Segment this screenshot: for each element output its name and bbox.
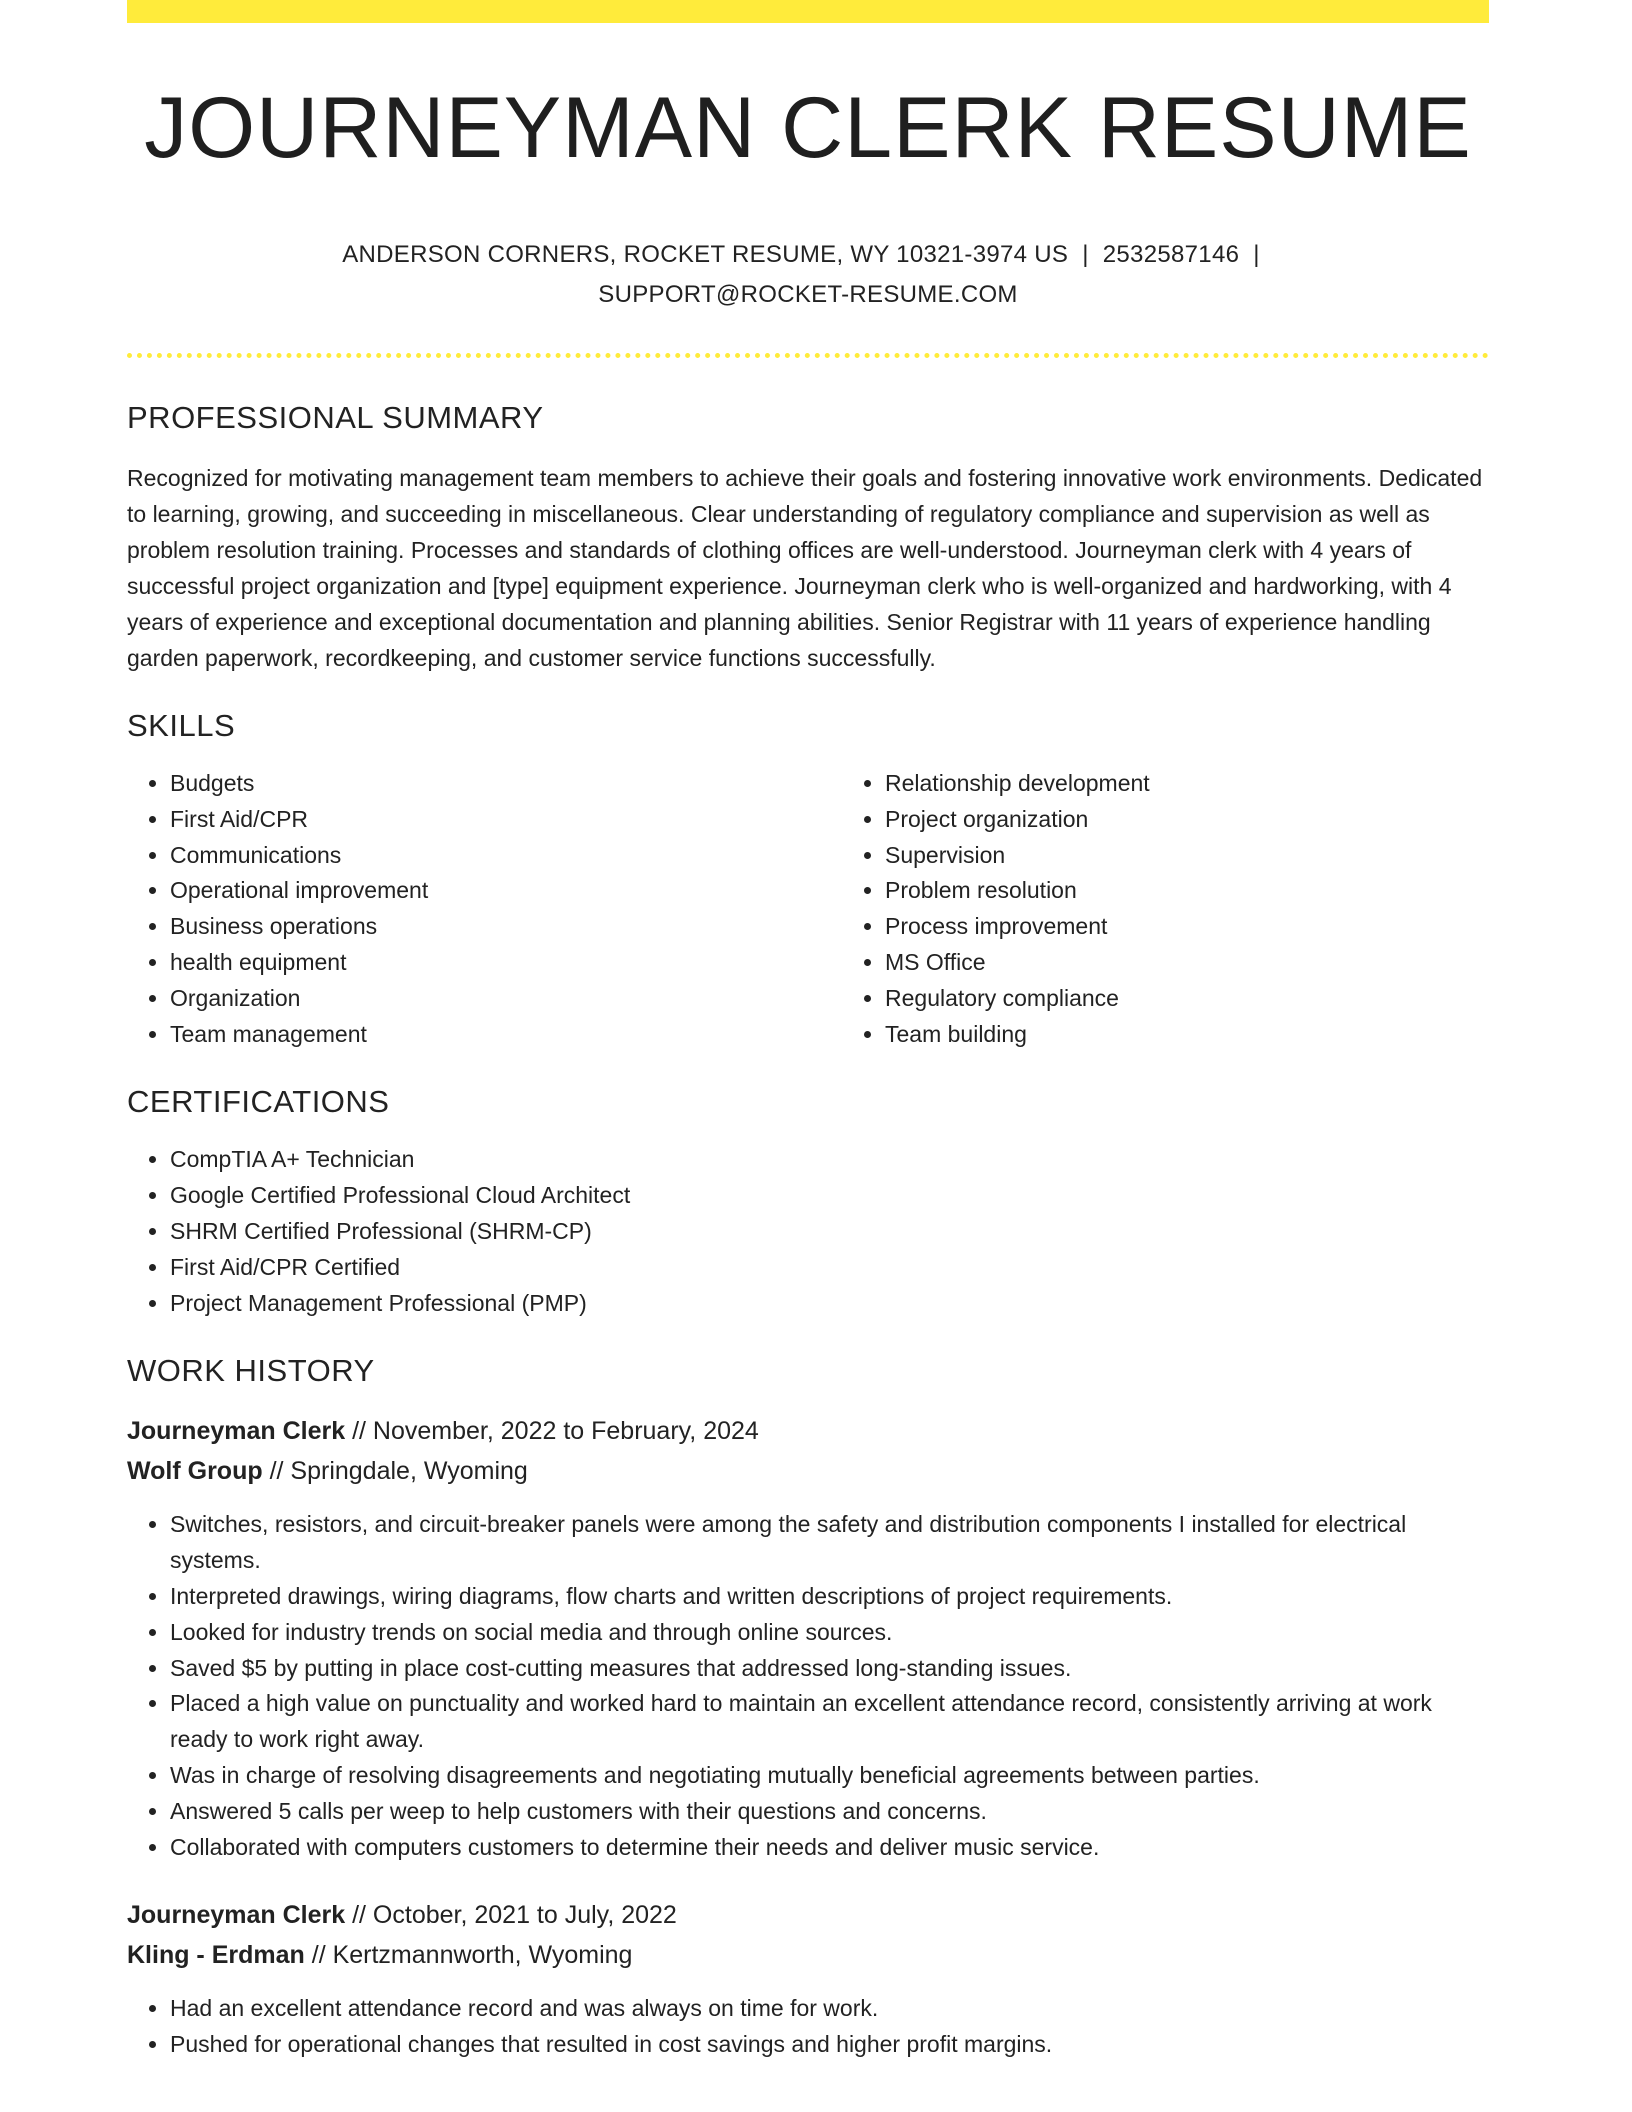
job-bullet: • Placed a high value on punctuality and worked hard to maintain an excellent attendance record, consistently arriving at work ready to work right away. [170,1686,1489,1758]
section-heading: CERTIFICATIONS [127,1084,390,1120]
certifications-list [127,1142,1489,1321]
job-entry [127,1411,1489,1865]
skill-item: • Business operations [170,909,842,945]
contact-address: ANDERSON CORNERS, ROCKET RESUME, WY 10321-3974 US [342,241,1069,268]
dotted-divider [127,353,1489,358]
certification-item: • CompTIA A+ Technician [170,1142,1489,1178]
top-accent-bar [127,0,1489,23]
job-bullet: • Saved $5 by putting in place cost-cutting measures that addressed long-standing issues. [170,1651,1489,1687]
professional-summary-section [127,400,1489,676]
resume-page [127,0,1489,2063]
job-title: Journeyman Clerk [127,1417,346,1446]
skill-item: • Organization [170,981,842,1017]
job-company: Wolf Group [127,1457,263,1486]
job-bullet: • Had an excellent attendance record and was always on time for work. [170,1991,1489,2027]
skill-item: • Supervision [885,838,1489,874]
job-title-line [127,1411,1489,1451]
job-company-line [127,1451,1489,1491]
certification-item: • Project Management Professional (PMP) [170,1286,1489,1322]
skill-item: • Relationship development [885,766,1489,802]
job-bullet: • Looked for industry trends on social media and through online sources. [170,1615,1489,1651]
certification-item: • SHRM Certified Professional (SHRM-CP) [170,1214,1489,1250]
skills-list-right [842,766,1489,1052]
work-history-section [127,1353,1489,2063]
contact-phone: 2532587146 [1102,241,1240,268]
skill-item: • Problem resolution [885,873,1489,909]
job-title-line [127,1895,1489,1935]
job-dates: // October, 2021 to July, 2022 [352,1901,677,1930]
skill-item: • Team building [885,1017,1489,1053]
job-bullets [127,1991,1489,2063]
job-bullet: • Pushed for operational changes that resulted in cost savings and higher profit margins. [170,2027,1489,2063]
skill-item: • MS Office [885,945,1489,981]
skill-item: • Regulatory compliance [885,981,1489,1017]
certification-item: • Google Certified Professional Cloud Architect [170,1178,1489,1214]
contact-info [127,235,1489,315]
job-bullet: • Interpreted drawings, wiring diagrams, flow charts and written descriptions of project requirements. [170,1579,1489,1615]
skill-item: • Communications [170,838,842,874]
skill-item: • Project organization [885,802,1489,838]
section-heading: PROFESSIONAL SUMMARY [127,400,544,435]
skill-item: • Operational improvement [170,873,842,909]
contact-email: SUPPORT@ROCKET-RESUME.COM [598,281,1018,308]
job-entry [127,1895,1489,2063]
skills-columns [127,744,1489,1052]
section-heading: WORK HISTORY [127,1353,375,1389]
skill-item: • Budgets [170,766,842,802]
skills-list-left [127,766,842,1052]
job-bullet: • Collaborated with computers customers to determine their needs and deliver music service. [170,1830,1489,1866]
job-location: // Springdale, Wyoming [269,1457,528,1486]
job-company: Kling - Erdman [127,1941,305,1970]
job-bullets [127,1507,1489,1865]
job-bullet: • Switches, resistors, and circuit-breaker panels were among the safety and distribution components I installed for electrical systems. [170,1507,1489,1579]
skill-item: • Process improvement [885,909,1489,945]
skill-item: • Team management [170,1017,842,1053]
page-title: JOURNEYMAN CLERK RESUME [144,80,1472,176]
certifications-section [127,1084,1489,1321]
skills-section [127,708,1489,1052]
job-dates: // November, 2022 to February, 2024 [352,1417,759,1446]
job-title: Journeyman Clerk [127,1901,346,1930]
skill-item: • health equipment [170,945,842,981]
section-heading: SKILLS [127,708,236,743]
summary-text: Recognized for motivating management team members to achieve their goals and fostering innovative work environments. Dedicated to learning, growing, and succeeding in miscellaneous. Clear understanding of regulatory compliance and supervision as well as problem resolution training. Processes and standards of clothing offices are well-understood. Journeyman clerk with 4 years of successful project organization and [type] equipment experience. Journeyman clerk who is well-organized and hardworking, with 4 years of experience and exceptional documentation and planning abilities. Senior Registrar with 11 years of experience handling garden paperwork, recordkeeping, and customer service functions successfully. [127,465,1483,671]
job-company-line [127,1935,1489,1975]
job-location: // Kertzmannworth, Wyoming [311,1941,633,1970]
certification-item: • First Aid/CPR Certified [170,1250,1489,1286]
contact-separator: | [1253,241,1260,268]
job-bullet: • Was in charge of resolving disagreements and negotiating mutually beneficial agreements between parties. [170,1758,1489,1794]
job-bullet: • Answered 5 calls per weep to help customers with their questions and concerns. [170,1794,1489,1830]
contact-separator: | [1082,241,1089,268]
skill-item: • First Aid/CPR [170,802,842,838]
